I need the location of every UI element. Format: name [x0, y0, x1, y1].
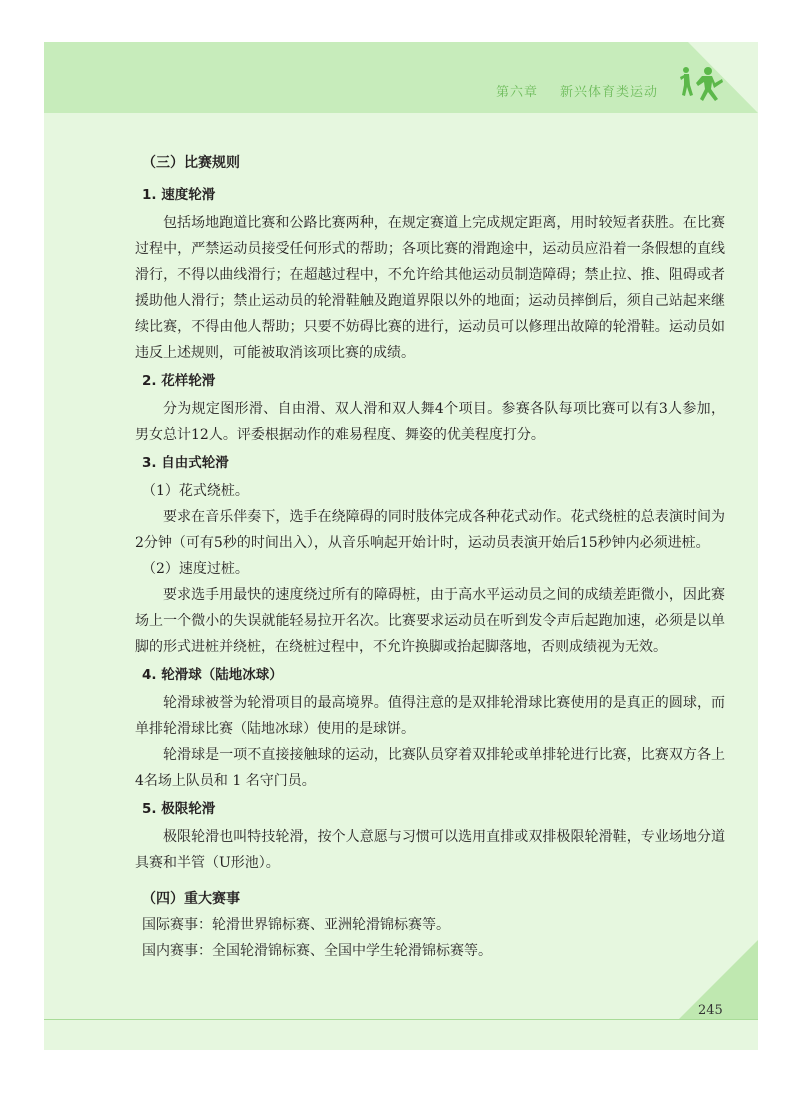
chapter-title: 新兴体育类运动 [560, 85, 659, 100]
athlete-silhouette-icon [678, 65, 724, 105]
paragraph-roller-hockey-1: 轮滑球被誉为轮滑项目的最高境界。值得注意的是双排轮滑球比赛使用的是真正的圆球，而单排轮滑球比赛（陆地冰球）使用的是球饼。 [135, 695, 725, 737]
header-band [44, 42, 758, 113]
section-heading-rules: （三）比赛规则 [142, 155, 240, 171]
chapter-label: 第六章 [496, 85, 539, 100]
subheading-speed-skating: 1. 速度轮滑 [142, 187, 216, 203]
paragraph-fancy-slalom: 要求在音乐伴奏下，选手在绕障碍的同时肢体完成各种花式动作。花式绕桩的总表演时间为2分钟（可有5秒的时间出入），从音乐响起开始计时，运动员表演开始后15秒钟内必须进桩。 [135, 509, 725, 551]
item-speed-slalom: （2）速度过桩。 [142, 561, 249, 577]
paragraph-extreme-skating: 极限轮滑也叫特技轮滑，按个人意愿与习惯可以选用直排或双排极限轮滑鞋，专业场地分道具赛和半管（U形池）。 [135, 829, 725, 871]
domestic-events: 国内赛事：全国轮滑锦标赛、全国中学生轮滑锦标赛等。 [142, 943, 492, 959]
subheading-extreme-skating: 5. 极限轮滑 [142, 801, 216, 817]
paragraph-speed-skating: 包括场地跑道比赛和公路比赛两种，在规定赛道上完成规定距离，用时较短者获胜。在比赛过程中，严禁运动员接受任何形式的帮助；各项比赛的滑跑途中，运动员应沿着一条假想的直线滑行，不得以曲线滑行；在超越过程中，不允许给其他运动员制造障碍；禁止拉、推、阻碍或者援助他人滑行；禁止运动员的轮滑鞋触及跑道界限以外的地面；运动员摔倒后，须自己站起来继续比赛，不得由他人帮助；只要不妨碍比赛的进行，运动员可以修理出故障的轮滑鞋。运动员如违反上述规则，可能被取消该项比赛的成绩。 [135, 215, 725, 361]
paragraph-speed-slalom: 要求选手用最快的速度绕过所有的障碍桩，由于高水平运动员之间的成绩差距微小，因此赛场上一个微小的失误就能轻易拉开名次。比赛要求运动员在听到发令声后起跑加速，必须是以单脚的形式进桩并绕桩，在绕桩过程中，不允许换脚或抬起脚落地，否则成绩视为无效。 [135, 587, 725, 655]
item-fancy-slalom: （1）花式绕桩。 [142, 483, 249, 499]
page [44, 42, 758, 1050]
running-header [496, 81, 658, 100]
paragraph-figure-skating: 分为规定图形滑、自由滑、双人滑和双人舞4个项目。参赛各队每项比赛可以有3人参加，男女总计12人。评委根据动作的难易程度、舞姿的优美程度打分。 [135, 401, 725, 443]
page-number: 245 [698, 1003, 723, 1018]
international-events: 国际赛事：轮滑世界锦标赛、亚洲轮滑锦标赛等。 [142, 917, 450, 933]
page-content [135, 150, 725, 964]
subheading-figure-skating: 2. 花样轮滑 [142, 373, 216, 389]
section-heading-major-events: （四）重大赛事 [142, 891, 240, 907]
paragraph-roller-hockey-2: 轮滑球是一项不直接接触球的运动，比赛队员穿着双排轮或单排轮进行比赛，比赛双方各上4名场上队员和 1 名守门员。 [135, 747, 725, 789]
footer-rule [44, 1019, 758, 1020]
subheading-freestyle: 3. 自由式轮滑 [142, 455, 229, 471]
subheading-roller-hockey: 4. 轮滑球（陆地冰球） [142, 667, 283, 683]
